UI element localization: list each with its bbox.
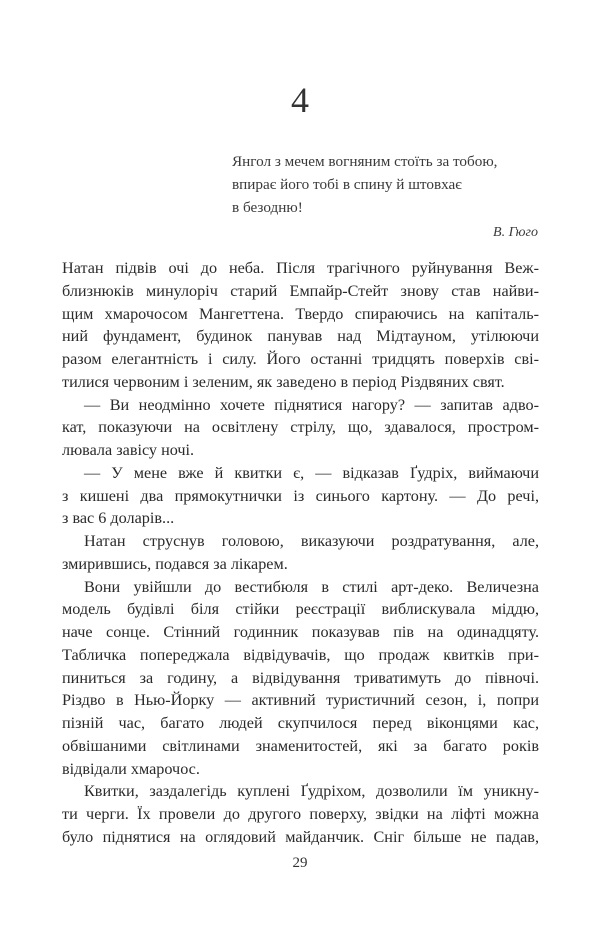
- text-line: лювала завісу ночі.: [62, 441, 195, 459]
- epigraph-line: Янгол з мечем вогняним стоїть за тобою,: [232, 153, 498, 170]
- text-line: тилися червоним і зеленим, як заведено в період Різдвяних свят.: [62, 372, 505, 391]
- text-line: — Ви неодмінно хочете піднятися нагору? — запитав адво-: [84, 395, 539, 414]
- text-line: Квитки, заздалегідь куплені Ґудріхом, дозволили їм уникну-: [84, 782, 539, 801]
- chapter-number: 4: [291, 80, 309, 120]
- text-line: пізній час, багато людей скупчилося перед віконцями кас,: [62, 714, 539, 732]
- text-line: змирившись, подався за лікарем.: [62, 554, 288, 573]
- epigraph-line: в безодню!: [232, 199, 303, 216]
- text-line: пиниться за годину, а відвідування триватимуть до півночі.: [62, 668, 539, 687]
- body-text: [62, 257, 539, 849]
- text-line: відвідали хмарочос.: [62, 759, 200, 778]
- text-line: з вас 6 доларів...: [62, 509, 175, 528]
- text-line: Табличка попереджала відвідувачів, що продаж квитків при-: [62, 645, 539, 664]
- text-line: Різдво в Нью-Йорку — активний туристичний сезон, і, попри: [62, 691, 539, 710]
- epigraph-line: впирає його тобі в спину й штовхає: [232, 176, 462, 193]
- text-line: кат, показуючи на освітлену стрілу, що, здавалося, простром-: [62, 418, 539, 437]
- page-number: 29: [292, 855, 308, 871]
- text-line: ний фундамент, будинок панував над Мідтауном, утілюючи: [62, 327, 539, 346]
- epigraph-author: В. Гюго: [493, 225, 538, 240]
- text-line: Вони увійшли до вестибюля в стилі арт-деко. Величезна: [84, 577, 539, 596]
- text-line: з кишені два прямокутнички із синього картону. — До речі,: [62, 486, 539, 505]
- text-line: разом елегантність і силу. Його останні тридцять поверхів сві-: [62, 350, 539, 368]
- text-line: — У мене вже й квитки є, — відказав Ґудріх, виймаючи: [84, 463, 539, 482]
- text-line: близнюків минулоріч старий Емпайр-Стейт знову став найви-: [62, 281, 539, 300]
- text-line: модель будівлі біля стійки реєстрації виблискувала міддю,: [62, 600, 539, 619]
- text-line: Натан підвів очі до неба. Після трагічного руйнування Веж-: [62, 259, 539, 277]
- text-line: було піднятися на оглядовий майданчик. Сніг більше не падав,: [62, 827, 539, 846]
- text-line: ти черги. Їх провели до другого поверху, звідки на ліфті можна: [62, 805, 539, 823]
- text-line: наче сонце. Стінний годинник показував пів на одинадцяту.: [62, 623, 539, 641]
- text-line: обвішаними світлинами знаменитостей, які за багато років: [62, 736, 539, 755]
- epigraph: [232, 150, 542, 219]
- text-line: щим хмарочосом Мангеттена. Твердо спираючись на капіталь-: [62, 304, 539, 323]
- text-line: Натан струснув головою, виказуючи роздратування, але,: [84, 532, 539, 550]
